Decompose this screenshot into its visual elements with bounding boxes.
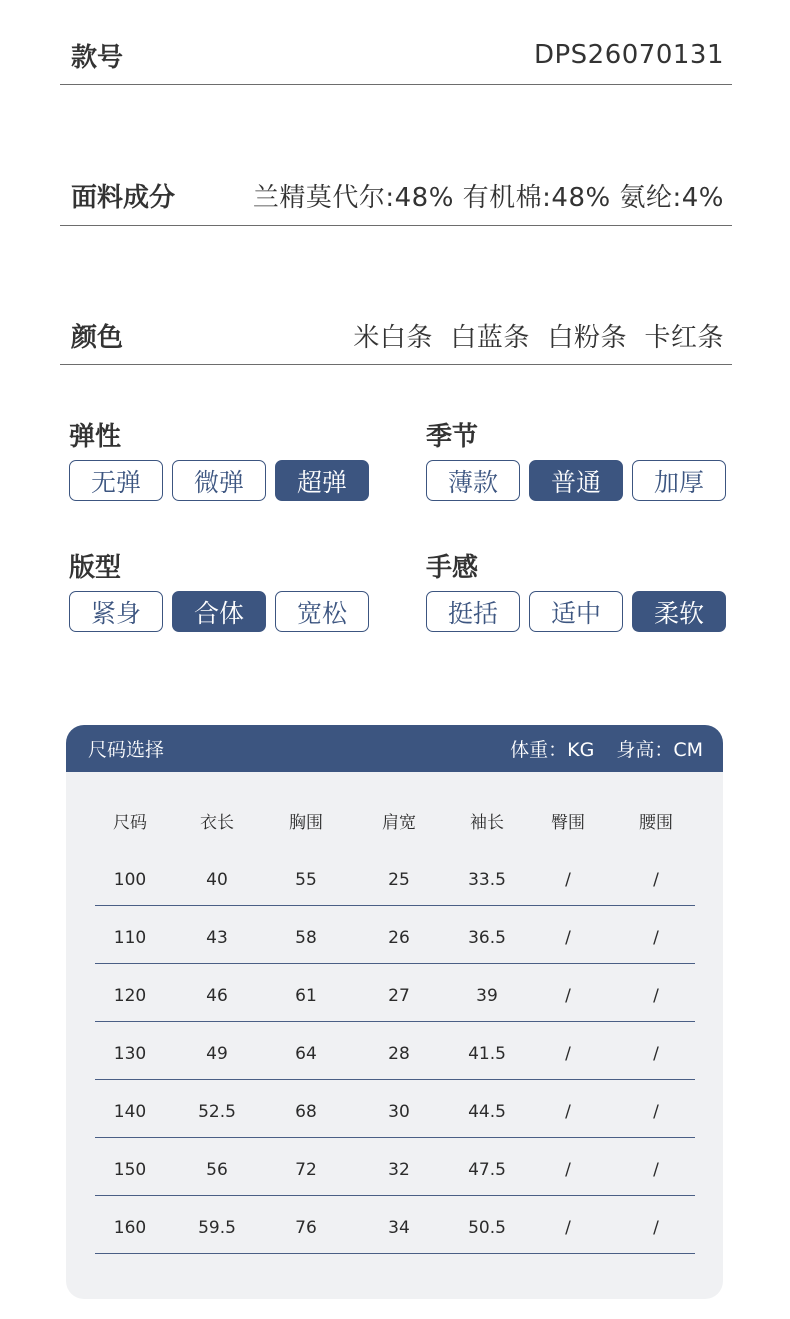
size-column-header: 肩宽 xyxy=(382,812,416,833)
season-option-0[interactable]: 薄款 xyxy=(426,460,520,501)
color-label: 颜色 xyxy=(71,322,124,353)
color-row xyxy=(60,306,732,365)
table-cell: 46 xyxy=(165,963,269,1021)
season-option-1[interactable]: 普通 xyxy=(529,460,623,501)
elasticity-options xyxy=(69,460,369,501)
table-cell: / xyxy=(519,1079,617,1137)
table-cell: / xyxy=(519,905,617,963)
table-cell: 34 xyxy=(343,1195,455,1253)
table-cell: / xyxy=(519,1195,617,1253)
table-cell: 55 xyxy=(269,847,343,905)
size-column-header: 衣长 xyxy=(200,812,234,833)
table-cell: 36.5 xyxy=(455,905,519,963)
style-number-row xyxy=(60,26,732,85)
table-cell: / xyxy=(617,1137,695,1195)
table-cell: 76 xyxy=(269,1195,343,1253)
fit-option-1[interactable]: 合体 xyxy=(172,591,266,632)
height-unit-label: 身高：CM xyxy=(616,739,703,761)
table-cell: 58 xyxy=(269,905,343,963)
size-column-header: 胸围 xyxy=(289,812,323,833)
table-cell: / xyxy=(617,1195,695,1253)
table-cell: / xyxy=(519,1137,617,1195)
table-row xyxy=(95,963,695,1021)
table-cell: / xyxy=(617,1021,695,1079)
table-cell: 28 xyxy=(343,1021,455,1079)
fit-option-2[interactable]: 宽松 xyxy=(275,591,369,632)
table-cell: 56 xyxy=(165,1137,269,1195)
table-cell: / xyxy=(519,963,617,1021)
table-row xyxy=(95,905,695,963)
season-option-2[interactable]: 加厚 xyxy=(632,460,726,501)
hand-feel-title: 手感 xyxy=(426,553,479,583)
table-row xyxy=(95,1079,695,1137)
table-cell: 39 xyxy=(455,963,519,1021)
table-cell: 160 xyxy=(95,1195,165,1253)
table-cell: 43 xyxy=(165,905,269,963)
table-cell: 140 xyxy=(95,1079,165,1137)
table-row xyxy=(95,1195,695,1253)
table-cell: / xyxy=(617,905,695,963)
elastic-option-1[interactable]: 微弹 xyxy=(172,460,266,501)
feel-option-2[interactable]: 柔软 xyxy=(632,591,726,632)
table-cell: 72 xyxy=(269,1137,343,1195)
size-chart-title: 尺码选择 xyxy=(88,739,165,761)
table-cell: / xyxy=(617,963,695,1021)
elastic-option-2[interactable]: 超弹 xyxy=(275,460,369,501)
table-cell: 50.5 xyxy=(455,1195,519,1253)
table-cell: 100 xyxy=(95,847,165,905)
elasticity-group xyxy=(69,418,369,501)
table-cell: 26 xyxy=(343,905,455,963)
table-row xyxy=(95,847,695,905)
elastic-option-0[interactable]: 无弹 xyxy=(69,460,163,501)
table-cell: 30 xyxy=(343,1079,455,1137)
fabric-row xyxy=(60,166,732,226)
table-cell: / xyxy=(617,1079,695,1137)
table-cell: 27 xyxy=(343,963,455,1021)
table-cell: / xyxy=(519,847,617,905)
feel-option-1[interactable]: 适中 xyxy=(529,591,623,632)
table-row xyxy=(95,1137,695,1195)
table-cell: 120 xyxy=(95,963,165,1021)
season-options xyxy=(426,460,726,501)
hand-feel-group xyxy=(426,549,726,632)
season-title: 季节 xyxy=(426,422,479,452)
size-column-header: 腰围 xyxy=(639,812,673,833)
table-cell: 68 xyxy=(269,1079,343,1137)
size-chart-card xyxy=(66,725,723,1299)
size-chart-units xyxy=(488,735,703,762)
table-cell: 47.5 xyxy=(455,1137,519,1195)
weight-unit-label: 体重：KG xyxy=(510,739,595,761)
table-cell: 33.5 xyxy=(455,847,519,905)
fit-group xyxy=(69,549,369,632)
table-cell: 32 xyxy=(343,1137,455,1195)
table-cell: 64 xyxy=(269,1021,343,1079)
fit-title: 版型 xyxy=(69,553,122,583)
color-value: 米白条 白蓝条 白粉条 卡红条 xyxy=(353,322,724,353)
size-chart-header xyxy=(66,725,723,772)
style-number-label: 款号 xyxy=(71,42,124,73)
fit-options xyxy=(69,591,369,632)
season-group xyxy=(426,418,726,501)
size-table xyxy=(95,805,695,1254)
table-cell: 25 xyxy=(343,847,455,905)
size-column-header: 袖长 xyxy=(470,812,504,833)
table-cell: 59.5 xyxy=(165,1195,269,1253)
fabric-value: 兰精莫代尔:48% 有机棉:48% 氨纶:4% xyxy=(252,183,724,213)
elasticity-title: 弹性 xyxy=(69,422,122,452)
table-cell: / xyxy=(519,1021,617,1079)
fabric-label: 面料成分 xyxy=(71,183,176,213)
hand-feel-options xyxy=(426,591,726,632)
style-number-value: DPS26070131 xyxy=(533,40,724,70)
table-cell: / xyxy=(617,847,695,905)
table-cell: 40 xyxy=(165,847,269,905)
size-column-header: 尺码 xyxy=(113,812,147,833)
fit-option-0[interactable]: 紧身 xyxy=(69,591,163,632)
feel-option-0[interactable]: 挺括 xyxy=(426,591,520,632)
size-column-header: 臀围 xyxy=(551,812,585,833)
table-cell: 150 xyxy=(95,1137,165,1195)
table-cell: 49 xyxy=(165,1021,269,1079)
size-table-header-row xyxy=(95,805,695,847)
table-cell: 61 xyxy=(269,963,343,1021)
table-cell: 41.5 xyxy=(455,1021,519,1079)
size-table-body xyxy=(95,847,695,1253)
table-cell: 130 xyxy=(95,1021,165,1079)
table-row xyxy=(95,1021,695,1079)
table-cell: 110 xyxy=(95,905,165,963)
table-cell: 52.5 xyxy=(165,1079,269,1137)
table-cell: 44.5 xyxy=(455,1079,519,1137)
